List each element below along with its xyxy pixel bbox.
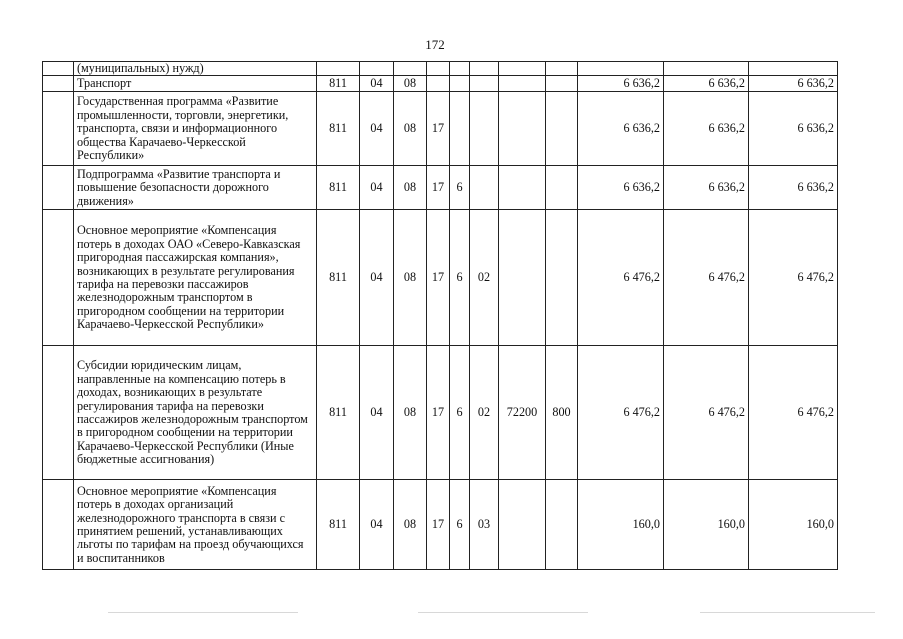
csr-event-cell: 02: [470, 210, 499, 346]
vr-cell: [546, 76, 578, 92]
row-name: Основное мероприятие «Компенсация потерь в доходах ОАО «Северо-Кавказская пригородная пассажирская компания», возникающих в результате регулирования тарифа на перевозки пассажиров железнодорожным транспортом в пригородном сообщении на территории Карачаево-Черкесской Республики»: [74, 210, 317, 346]
value-year2-cell: 6 476,2: [664, 210, 749, 346]
row-name: Транспорт: [74, 76, 317, 92]
row-number-cell: [43, 210, 74, 346]
csr-subprogram-cell: 6: [450, 210, 470, 346]
csr-event-cell: [470, 92, 499, 166]
csr-program-cell: 17: [427, 480, 450, 570]
csr-subprogram-cell: [450, 76, 470, 92]
row-name: Субсидии юридическим лицам, направленные на компенсацию потерь в доходах, возникающих в результате регулирования тарифа на перевозки пассажиров железнодорожным транспортом в пригородном сообщении на территории Карачаево-Черкесской Республики (Иные бюджетные ассигнования): [74, 346, 317, 480]
csr-direction-cell: [499, 480, 546, 570]
table-row: [43, 92, 838, 166]
csr-program-cell: [427, 76, 450, 92]
csr-subprogram-cell: 6: [450, 346, 470, 480]
csr-event-cell: [470, 76, 499, 92]
row-name: Основное мероприятие «Компенсация потерь в доходах организаций железнодорожного транспорта в связи с принятием решений, устанавливающих льготы по тарифам на проезд обучающихся и воспитанников: [74, 480, 317, 570]
vr-cell: [546, 92, 578, 166]
glava-cell: [317, 62, 360, 76]
csr-subprogram-cell: [450, 92, 470, 166]
value-year3-cell: 6 476,2: [749, 346, 838, 480]
value-year1-cell: 6 636,2: [578, 92, 664, 166]
table-row: [43, 480, 838, 570]
glava-cell: 811: [317, 210, 360, 346]
glava-cell: 811: [317, 480, 360, 570]
value-year2-cell: 6 476,2: [664, 346, 749, 480]
budget-table: [42, 61, 838, 570]
razdel-cell: 04: [360, 92, 394, 166]
podrazdel-cell: 08: [394, 76, 427, 92]
value-year2-cell: 6 636,2: [664, 166, 749, 210]
vr-cell: [546, 62, 578, 76]
csr-subprogram-cell: 6: [450, 166, 470, 210]
value-year1-cell: 6 636,2: [578, 166, 664, 210]
podrazdel-cell: 08: [394, 166, 427, 210]
row-number-cell: [43, 92, 74, 166]
row-number-cell: [43, 166, 74, 210]
csr-subprogram-cell: 6: [450, 480, 470, 570]
row-name: (муниципальных) нужд): [74, 62, 317, 76]
value-year1-cell: 6 476,2: [578, 346, 664, 480]
table-row: [43, 210, 838, 346]
page-number: 172: [425, 37, 445, 52]
podrazdel-cell: [394, 62, 427, 76]
value-year1-cell: 160,0: [578, 480, 664, 570]
csr-direction-cell: 72200: [499, 346, 546, 480]
vr-cell: [546, 210, 578, 346]
csr-program-cell: 17: [427, 92, 450, 166]
csr-direction-cell: [499, 76, 546, 92]
csr-direction-cell: [499, 62, 546, 76]
csr-event-cell: [470, 166, 499, 210]
value-year3-cell: 6 636,2: [749, 166, 838, 210]
row-name: Подпрограмма «Развитие транспорта и повышение безопасности дорожного движения»: [74, 166, 317, 210]
csr-event-cell: [470, 62, 499, 76]
footer-divider-left: [108, 612, 298, 613]
glava-cell: 811: [317, 76, 360, 92]
csr-program-cell: 17: [427, 346, 450, 480]
razdel-cell: 04: [360, 346, 394, 480]
value-year2-cell: 160,0: [664, 480, 749, 570]
glava-cell: 811: [317, 346, 360, 480]
value-year2-cell: 6 636,2: [664, 92, 749, 166]
value-year1-cell: [578, 62, 664, 76]
glava-cell: 811: [317, 166, 360, 210]
vr-cell: [546, 166, 578, 210]
razdel-cell: 04: [360, 166, 394, 210]
value-year3-cell: [749, 62, 838, 76]
table-row: [43, 76, 838, 92]
footer-divider-right: [700, 612, 875, 613]
table-row: [43, 62, 838, 76]
table-row: [43, 166, 838, 210]
row-name: Государственная программа «Развитие промышленности, торговли, энергетики, транспорта, связи и информационного общества Карачаево-Черкесской Республики»: [74, 92, 317, 166]
row-number-cell: [43, 346, 74, 480]
csr-direction-cell: [499, 210, 546, 346]
podrazdel-cell: 08: [394, 92, 427, 166]
csr-subprogram-cell: [450, 62, 470, 76]
csr-program-cell: [427, 62, 450, 76]
podrazdel-cell: 08: [394, 210, 427, 346]
csr-program-cell: 17: [427, 166, 450, 210]
table-row: [43, 346, 838, 480]
footer-divider-middle: [418, 612, 588, 613]
row-number-cell: [43, 62, 74, 76]
razdel-cell: 04: [360, 76, 394, 92]
csr-event-cell: 03: [470, 480, 499, 570]
csr-event-cell: 02: [470, 346, 499, 480]
value-year1-cell: 6 476,2: [578, 210, 664, 346]
glava-cell: 811: [317, 92, 360, 166]
razdel-cell: 04: [360, 210, 394, 346]
row-number-cell: [43, 480, 74, 570]
value-year1-cell: 6 636,2: [578, 76, 664, 92]
csr-direction-cell: [499, 166, 546, 210]
row-number-cell: [43, 76, 74, 92]
value-year3-cell: 6 476,2: [749, 210, 838, 346]
csr-program-cell: 17: [427, 210, 450, 346]
podrazdel-cell: 08: [394, 480, 427, 570]
value-year2-cell: [664, 62, 749, 76]
csr-direction-cell: [499, 92, 546, 166]
podrazdel-cell: 08: [394, 346, 427, 480]
razdel-cell: 04: [360, 480, 394, 570]
value-year2-cell: 6 636,2: [664, 76, 749, 92]
value-year3-cell: 160,0: [749, 480, 838, 570]
value-year3-cell: 6 636,2: [749, 76, 838, 92]
value-year3-cell: 6 636,2: [749, 92, 838, 166]
vr-cell: [546, 480, 578, 570]
razdel-cell: [360, 62, 394, 76]
vr-cell: 800: [546, 346, 578, 480]
